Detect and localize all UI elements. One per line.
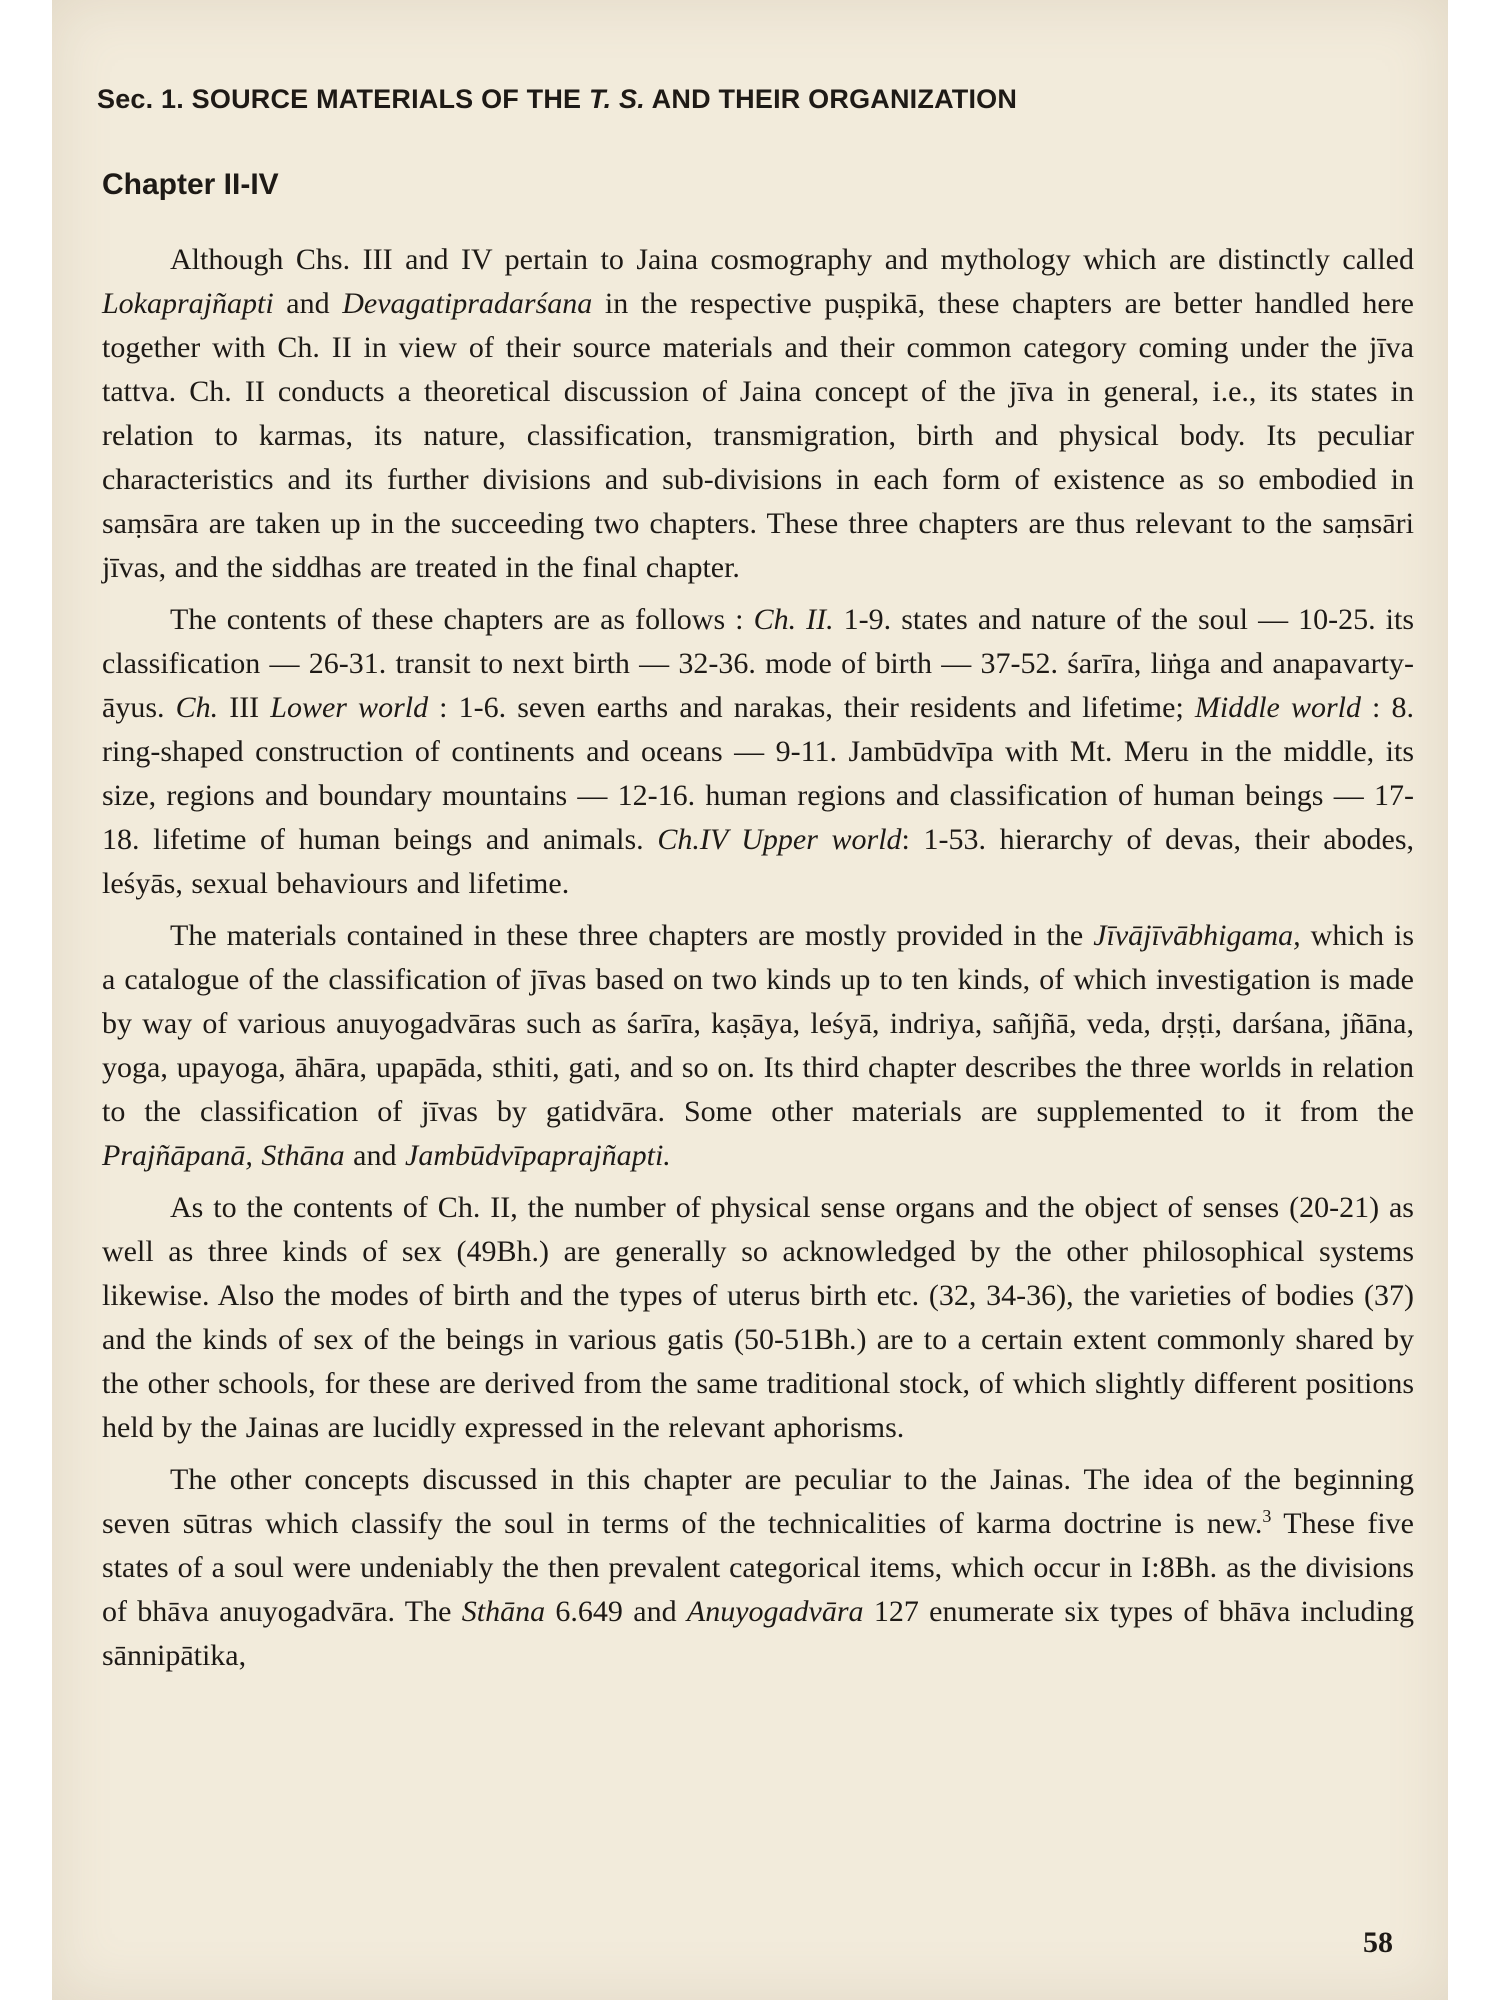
text-run: Although Chs. III and IV pertain to Jaina cosmography and mythology which are distinctly called — [170, 243, 1414, 276]
paragraph-2 — [102, 598, 1414, 906]
footnote-ref: 3 — [1262, 1506, 1272, 1526]
text-run: The other concepts discussed in this chapter are peculiar to the Jainas. The idea of the beginning seven sūtras which classify the soul in terms of the technicalities of karma doctrine is new. — [102, 1463, 1414, 1540]
page-number: 58 — [1363, 1926, 1393, 1959]
text-run: : 8. ring-shaped construction of continents and oceans — 9-11. Jambūdvīpa with Mt. Meru in the middle, its size, regions and boundary mountains — 12-16. human regions and classification of human beings — 17-18. lifetime of human beings and animals. — [102, 691, 1414, 856]
italic-text: Ch.IV Upper world — [657, 823, 902, 856]
section-header-italic: T. S. — [588, 84, 645, 114]
text-run: and — [273, 287, 343, 320]
paragraph-4 — [102, 1186, 1414, 1450]
text-run: The contents of these chapters are as follows : — [170, 603, 754, 636]
italic-text: Lokaprajñapti — [102, 287, 274, 320]
italic-text: Jīvājīvābhigama, — [1093, 919, 1301, 952]
text-run: : 1-53. hierarchy of devas, their abodes, leśyās, sexual behaviours and lifetime. — [102, 823, 1414, 900]
italic-text: Prajñāpanā, Sthāna — [102, 1139, 345, 1172]
text-run: 127 enumerate six types of bhāva including sānnipātika, — [102, 1595, 1414, 1672]
italic-text: Sthāna — [461, 1595, 546, 1628]
italic-text: Devagatipradarśana — [342, 287, 593, 320]
section-header — [97, 84, 1017, 115]
text-run: III — [218, 691, 271, 724]
book-page — [52, 0, 1448, 2000]
text-run: The materials contained in these three chapters are mostly provided in the — [170, 919, 1094, 952]
text-run: 1-9. states and nature of the soul — 10-25. its classification — 26-31. transit to next birth — 32-36. mode of birth — 37-52. śarīra, liṅga and anapavarty-āyus. — [102, 603, 1414, 724]
section-header-prefix: Sec. 1. SOURCE MATERIALS OF THE — [97, 84, 589, 114]
chapter-title: Chapter II-IV — [102, 168, 279, 201]
body-text — [102, 238, 1414, 1686]
text-run: 6.649 and — [545, 1595, 687, 1628]
paragraph-1 — [102, 238, 1414, 590]
text-run: As to the contents of Ch. II, the number of physical sense organs and the object of senses (20-21) as well as three kinds of sex (49Bh.) are generally so acknowledged by the other philosophical systems likewise. Also the modes of birth and the types of uterus birth etc. (32, 34-36), the varieties of bodies (37) and the kinds of sex of the beings in various gatis (50-51Bh.) are to a certain extent commonly shared by the other schools, for these are derived from the same traditional stock, of which slightly different positions held by the Jainas are lucidly expressed in the relevant aphorisms. — [102, 1191, 1414, 1444]
text-run: and — [344, 1139, 405, 1172]
italic-text: Ch. — [175, 691, 219, 724]
italic-text: Anuyogadvāra — [686, 1595, 864, 1628]
text-run: in the respective puṣpikā, these chapters are better handled here together with Ch. II in view of their source materials and their common category coming under the jīva tattva. Ch. II conducts a theoretical discussion of Jaina concept of the jīva in general, i.e., its states in relation to karmas, its nature, classification, transmigration, birth and physical body. Its peculiar characteristics and its further divisions and sub-divisions in each form of existence as so embodied in saṃsāra are taken up in the succeeding two chapters. These three chapters are thus relevant to the saṃsāri jīvas, and the siddhas are treated in the final chapter. — [102, 287, 1414, 584]
italic-text: Ch. II. — [753, 603, 834, 636]
section-header-suffix: AND THEIR ORGANIZATION — [644, 84, 1018, 114]
paragraph-5 — [102, 1458, 1414, 1678]
paragraph-3 — [102, 914, 1414, 1178]
text-run: which is a catalogue of the classification of jīvas based on two kinds up to ten kinds, of which investigation is made by way of various anuyogadvāras such as śarīra, kaṣāya, leśyā, indriya, sañjñā, veda, dṛṣṭi, darśana, jñāna, yoga, upayoga, āhāra, upapāda, sthiti, gati, and so on. Its third chapter describes the three worlds in relation to the classification of jīvas by gatidvāra. Some other materials are supplemented to it from the — [102, 919, 1414, 1128]
italic-text: Lower world — [270, 691, 429, 724]
text-run: : 1-6. seven earths and narakas, their residents and lifetime; — [428, 691, 1195, 724]
italic-text: Jambūdvīpaprajñapti. — [405, 1139, 671, 1172]
text-run: These five states of a soul were undeniably the then prevalent categorical items, which occur in I:8Bh. as the divisions of bhāva anuyogadvāra. The — [102, 1507, 1414, 1628]
italic-text: Middle world — [1194, 691, 1361, 724]
